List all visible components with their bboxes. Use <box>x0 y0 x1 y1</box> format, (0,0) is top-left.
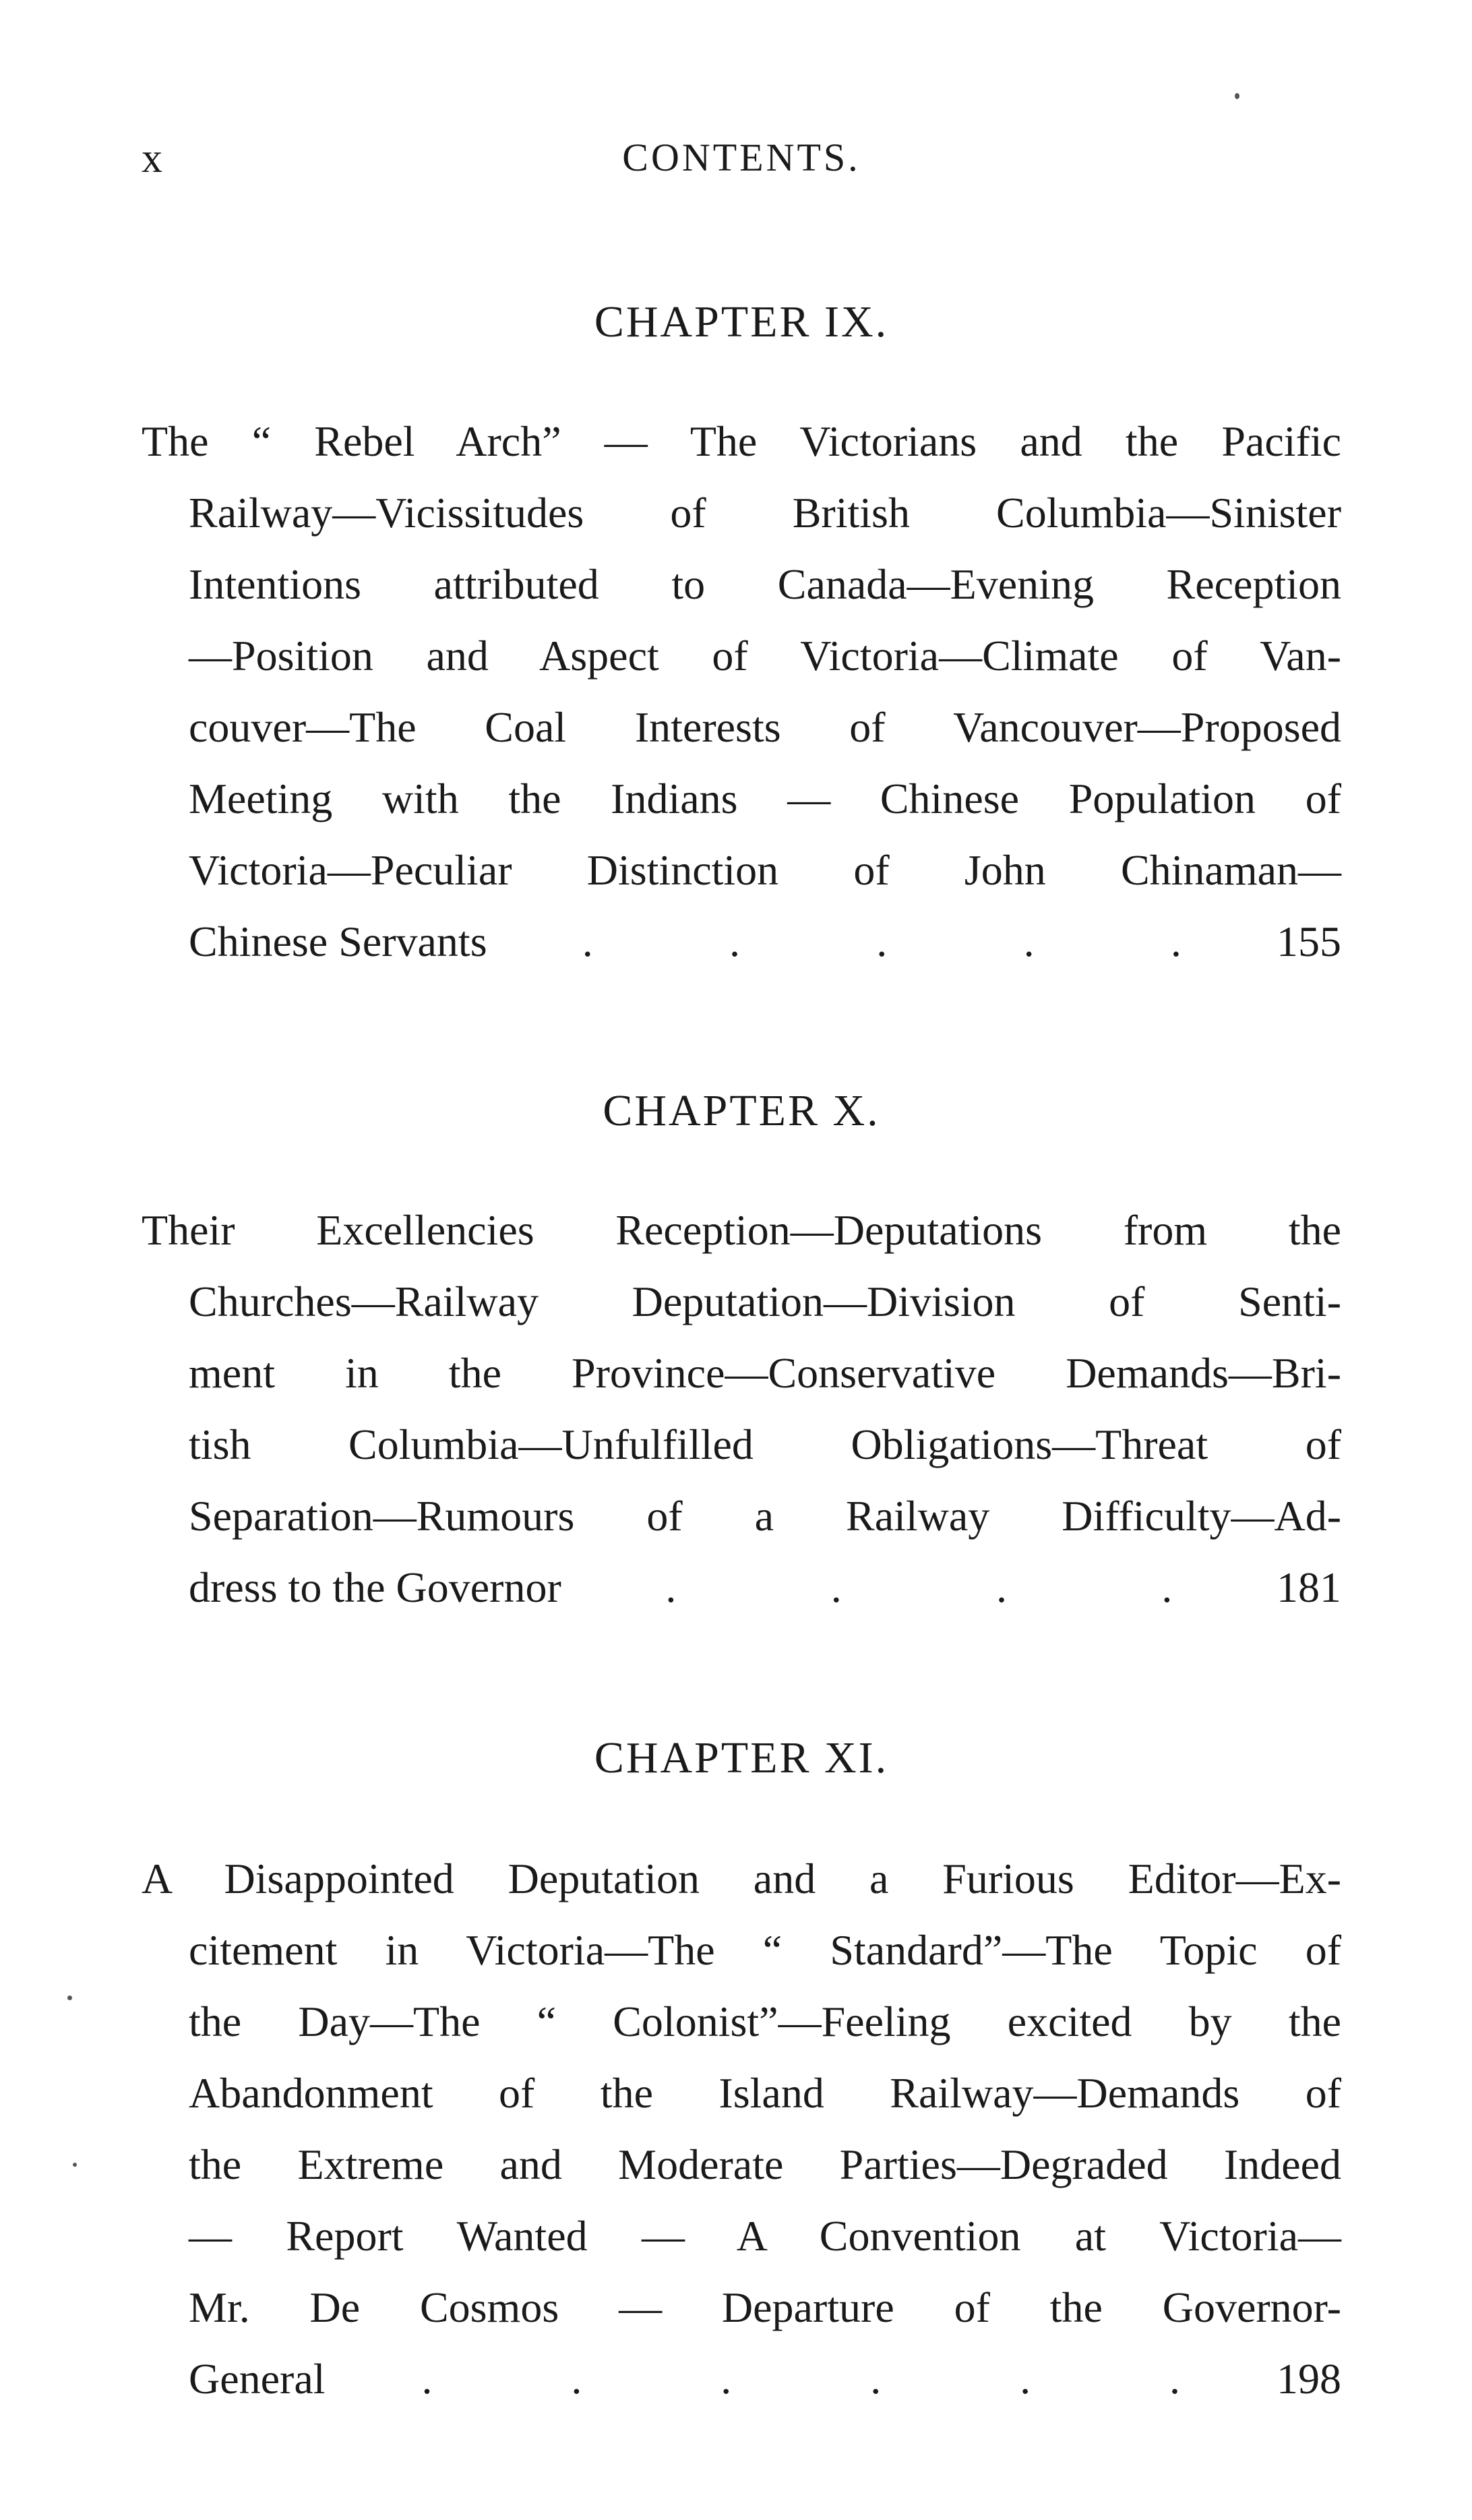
chapter-entry-xi <box>142 1843 1341 2415</box>
chapter-heading-x: CHAPTER X. <box>603 1086 880 1135</box>
entry-final-text: dress to the Governor <box>189 1563 561 1611</box>
running-title: CONTENTS. <box>622 136 861 179</box>
entry-line: The “ Rebel Arch” — The Victorians and the Pacific <box>142 417 1341 465</box>
entry-line: Mr. De Cosmos — Departure of the Governor- <box>189 2283 1341 2331</box>
entry-line: couver—The Coal Interests of Vancouver—Proposed <box>189 703 1341 751</box>
entry-line: tish Columbia—Unfulfilled Obligations—Threat of <box>189 1420 1341 1468</box>
entry-last-line <box>142 1552 1341 1623</box>
entry-line: the Day—The “ Colonist”—Feeling excited by the <box>189 1998 1341 2045</box>
chapter-heading-ix: CHAPTER IX. <box>594 297 889 347</box>
chapter-heading-xi: CHAPTER XI. <box>594 1733 889 1782</box>
dot-leaders: . . . . <box>665 1563 1173 1611</box>
running-head <box>142 135 1341 189</box>
entry-line: Churches—Railway Deputation—Division of Senti- <box>189 1278 1341 1325</box>
entry-line: —Position and Aspect of Victoria—Climate of Van- <box>189 632 1341 680</box>
scan-speck <box>1235 93 1239 99</box>
scan-speck <box>67 1996 72 2000</box>
entry-line: Railway—Vicissitudes of British Columbia—Sinister <box>189 489 1341 537</box>
entry-final-text: Chinese Servants <box>189 918 487 965</box>
entry-line: Meeting with the Indians — Chinese Population of <box>189 775 1341 822</box>
entry-last-line <box>142 906 1341 978</box>
entry-line: the Extreme and Moderate Parties—Degraded Indeed <box>189 2140 1341 2188</box>
page-number: x <box>142 136 164 181</box>
entry-line: citement in Victoria—The “ Standard”—The Topic of <box>189 1926 1341 1974</box>
chapter-entry-x <box>142 1195 1341 1623</box>
entry-line: A Disappointed Deputation and a Furious Editor—Ex- <box>142 1855 1341 1902</box>
entry-page-number: 198 <box>1277 2355 1341 2403</box>
entry-page-number: 155 <box>1277 918 1341 965</box>
entry-line: Victoria—Peculiar Distinction of John Chinaman— <box>189 846 1341 894</box>
scan-speck <box>73 2163 77 2167</box>
dot-leaders: . . . . . <box>582 918 1182 965</box>
entry-line: Intentions attributed to Canada—Evening Reception <box>189 560 1341 608</box>
entry-line: Abandonment of the Island Railway—Demands of <box>189 2069 1341 2117</box>
entry-final-text: General <box>189 2355 326 2403</box>
chapter-entry-ix <box>142 406 1341 978</box>
entry-page-number: 181 <box>1277 1563 1341 1611</box>
entry-line: — Report Wanted — A Convention at Victoria— <box>189 2212 1341 2260</box>
entry-last-line <box>142 2343 1341 2415</box>
dot-leaders: . . . . . . <box>421 2355 1181 2403</box>
entry-line: Separation—Rumours of a Railway Difficulty—Ad- <box>189 1492 1341 1540</box>
entry-line: Their Excellencies Reception—Deputations from the <box>142 1206 1341 1254</box>
entry-line: ment in the Province—Conservative Demands—Bri- <box>189 1349 1341 1397</box>
